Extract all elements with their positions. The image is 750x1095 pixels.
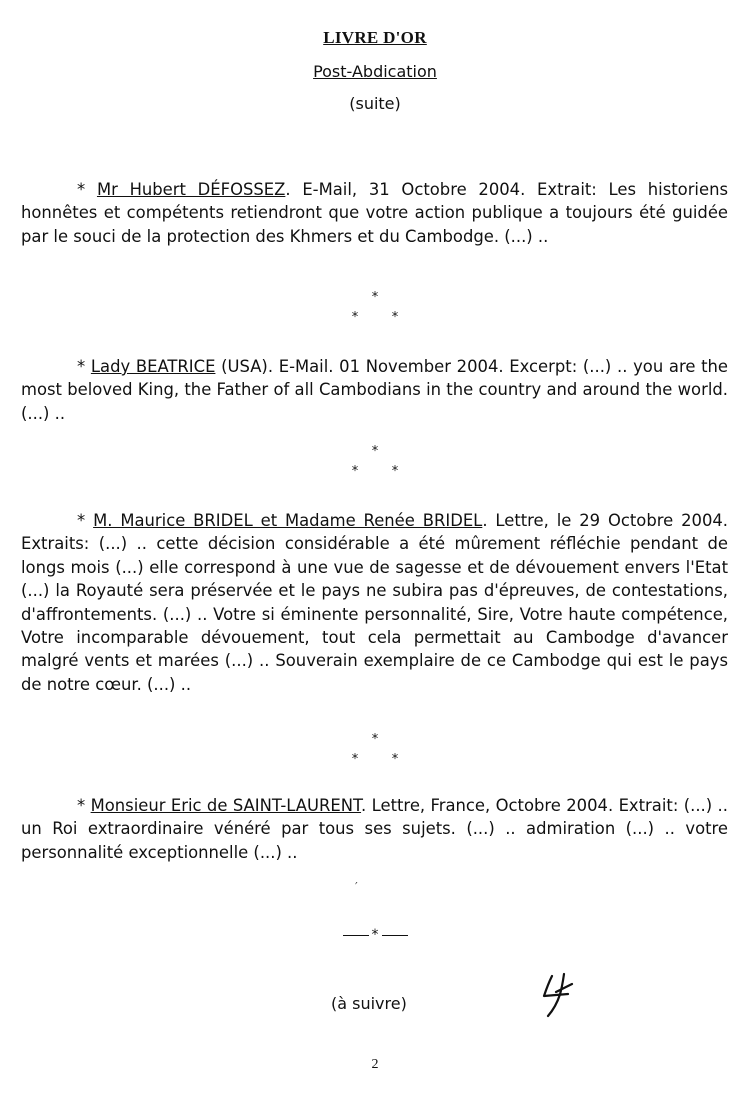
signature-icon	[538, 970, 578, 1020]
star-separator: * * *	[351, 290, 399, 325]
entry-text: . Lettre, France, Octobre 2004. Extrait: (...) .. un Roi extraordinaire vénéré par tous ses sujets. (...) .. admiration (...) .. votre personnalité exceptionnelle (...) ..	[21, 796, 728, 862]
entry-bullet: *	[77, 180, 86, 199]
suite-label: (suite)	[349, 94, 401, 113]
entry-author: Lady BEATRICE	[90, 357, 216, 376]
guestbook-entry	[21, 355, 728, 425]
star-separator: * * *	[351, 732, 399, 767]
guestbook-entry	[21, 794, 728, 864]
guestbook-entry	[21, 509, 728, 696]
end-divider: *	[0, 927, 750, 943]
entry-text: . E-Mail, 31 Octobre 2004. Extrait: Les historiens honnêtes et compétents retiendront que votre action publique a toujours été guidée par le souci de la protection des Khmers et du Cambodge. (...) ..	[21, 180, 728, 246]
stray-mark: ′	[355, 880, 358, 894]
entry-text: (USA). E-Mail. 01 November 2004. Excerpt: (...) .. you are the most beloved King, the Father of all Cambodians in the country and around the world. (...) ..	[21, 357, 728, 423]
entry-text: . Lettre, le 29 Octobre 2004. Extraits: (...) .. cette décision considérable a été mûrement réfléchie pendant de longs mois (...) elle correspond à une vue de sagesse et de dévouement envers l'Etat (...) la Royauté sera préservée et le pays ne subira pas d'épreuves, de contestations, d'affrontements. (...) .. Votre si éminente personnalité, Sire, Votre haute compétence, Votre incomparable dévouement, tout cela permettait au Cambodge d'avancer malgré vents et marées (...) .. Souverain exemplaire de ce Cambodge qui est le pays de notre cœur. (...) ..	[21, 511, 729, 694]
entry-author: Mr Hubert DÉFOSSEZ	[96, 180, 286, 199]
page-subtitle: Post-Abdication	[313, 62, 437, 81]
continue-label: (à suivre)	[331, 994, 407, 1013]
entry-bullet: *	[77, 357, 86, 376]
entry-bullet: *	[77, 796, 86, 815]
entry-author: M. Maurice BRIDEL et Madame Renée BRIDEL	[93, 511, 483, 530]
entry-author: Monsieur Eric de SAINT-LAURENT	[90, 796, 362, 815]
guestbook-entry	[21, 178, 728, 248]
page-title: LIVRE D'OR	[323, 28, 427, 47]
page-number: 2	[371, 1057, 379, 1072]
star-separator: * * *	[351, 444, 399, 479]
entry-bullet: *	[77, 511, 86, 530]
